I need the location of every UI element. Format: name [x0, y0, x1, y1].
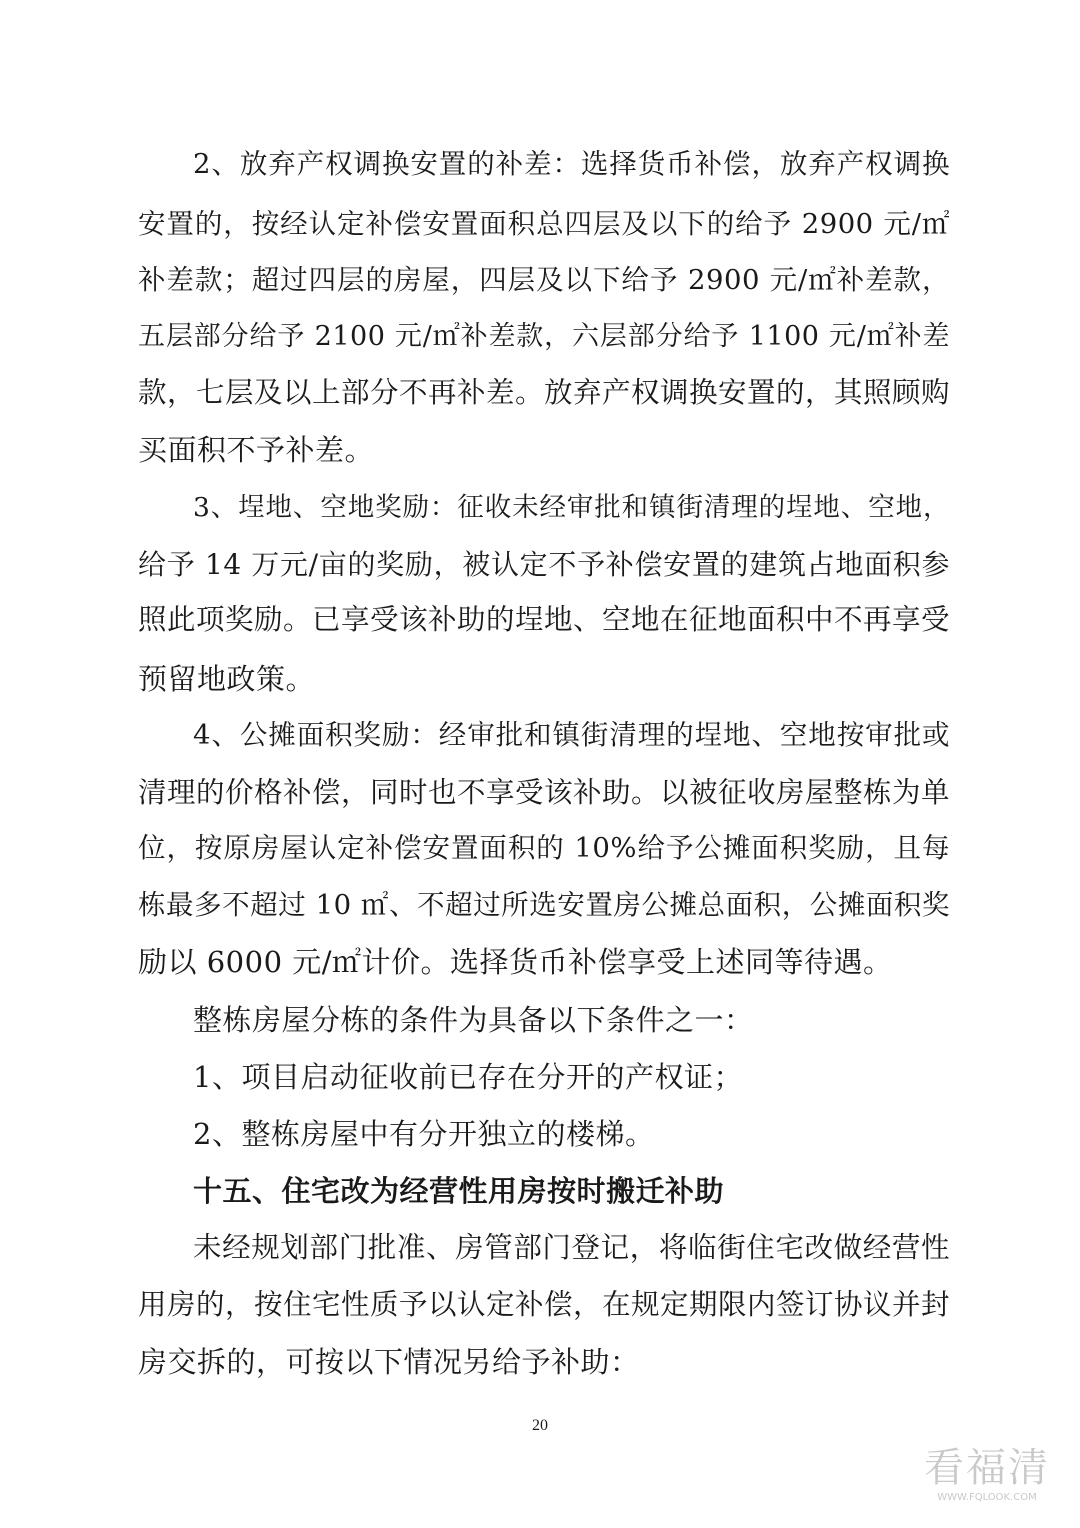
paragraph-3-line-4: 预留地政策。 [138, 662, 316, 696]
paragraph-4-line-3: 位，按原房屋认定补偿安置面积的 10%给予公摊面积奖励，且每 [138, 832, 950, 864]
watermark [912, 1445, 1062, 1505]
watermark-logo-text: 看福清 [924, 1445, 1050, 1491]
paragraph-2-line-5: 款，七层及以上部分不再补差。放弃产权调换安置的，其照顾购 [138, 376, 951, 409]
paragraph-15-line-1: 未经规划部门批准、房管部门登记，将临街住宅改做经营性 [193, 1231, 950, 1264]
paragraph-4-line-2: 清理的价格补偿，同时也不享受该补助。以被征收房屋整栋为单 [138, 776, 951, 809]
split-condition-2: 2、整栋房屋中有分开独立的楼梯。 [193, 1117, 655, 1151]
paragraph-2-line-2: 安置的，按经认定补偿安置面积总四层及以下的给予 2900 元/㎡ [138, 208, 950, 240]
section-heading-15: 十五、住宅改为经营性用房按时搬迁补助 [193, 1174, 725, 1208]
split-condition-1: 1、项目启动征收前已存在分开的产权证； [193, 1060, 743, 1094]
paragraph-2-line-3: 补差款；超过四层的房屋，四层及以下给予 2900 元/㎡补差款， [138, 264, 950, 296]
paragraph-3-line-2: 给予 14 万元/亩的奖励，被认定不予补偿安置的建筑占地面积参 [138, 548, 950, 581]
paragraph-4-line-1: 4、公摊面积奖励：经审批和镇街清理的埕地、空地按审批或 [193, 719, 950, 751]
split-conditions-intro: 整栋房屋分栋的条件为具备以下条件之一： [193, 1003, 754, 1037]
page-number: 20 [532, 1417, 548, 1434]
watermark-url: WWW.FQLOOK.COM [937, 1492, 1037, 1503]
paragraph-2-line-4: 五层部分给予 2100 元/㎡补差款，六层部分给予 1100 元/㎡补差 [138, 321, 950, 352]
paragraph-15-line-2: 用房的，按住宅性质予以认定补偿，在规定期限内签订协议并封 [138, 1288, 951, 1321]
paragraph-4-line-5: 励以 6000 元/㎡计价。选择货币补偿享受上述同等待遇。 [138, 945, 893, 979]
paragraph-3-line-1: 3、埕地、空地奖励：征收未经审批和镇街清理的埕地、空地， [193, 492, 950, 523]
paragraph-2-line-1: 2、放弃产权调换安置的补差：选择货币补偿，放弃产权调换 [193, 148, 950, 180]
paragraph-15-line-3: 房交拆的，可按以下情况另给予补助： [138, 1345, 640, 1379]
paragraph-2-line-6: 买面积不予补差。 [138, 433, 375, 467]
paragraph-3-line-3: 照此项奖励。已享受该补助的埕地、空地在征地面积中不再享受 [138, 603, 951, 636]
paragraph-4-line-4: 栋最多不超过 10 ㎡、不超过所选安置房公摊总面积，公摊面积奖 [138, 889, 950, 921]
